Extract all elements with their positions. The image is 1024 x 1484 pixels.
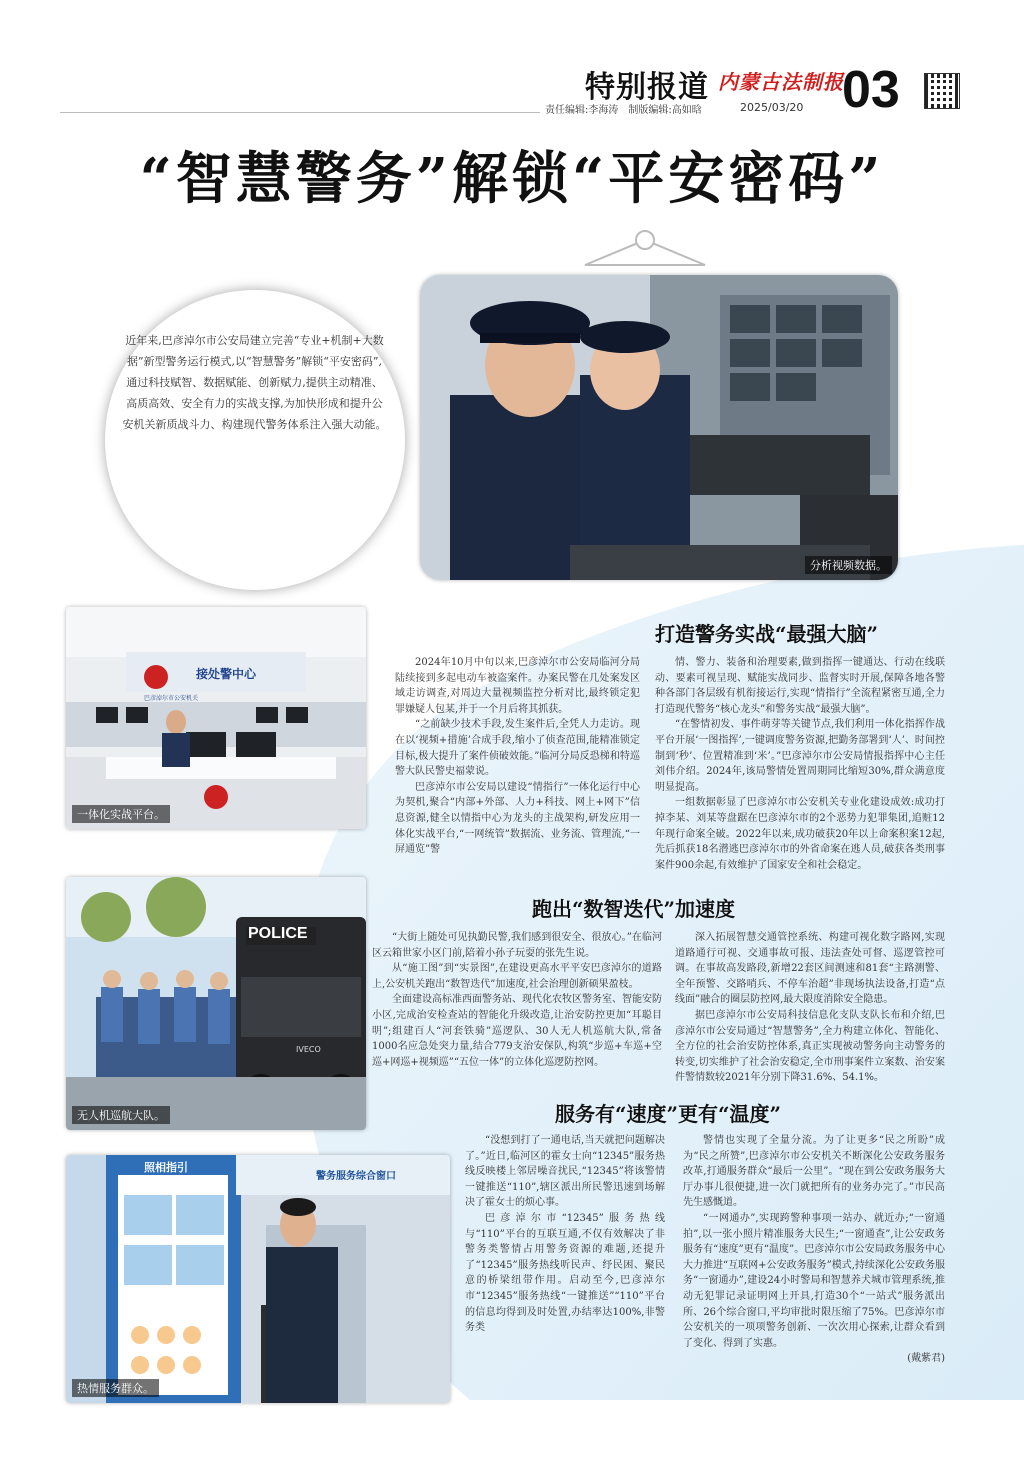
section-digital-col1 (372, 930, 662, 1070)
paragraph: 巴彦淖尔市公安局以建设“情指行”一体化运行中心为契机,聚合“内部+外部、人力+科技、网上+网下”信息资源,健全以情指中心为龙头的主战架构,研发应用一体化实战平台,“一网统管”数据流、业务流、管理流,“一屏通览”警 (395, 781, 640, 856)
paragraph: “一网通办”,实现跨警种事项一站办、就近办;“一窗通拍”,以一张小照片精准服务大民生;“一窗通查”,让公安政务服务有“速度”更有“温度”。巴彦淖尔市公安局政务服务中心大力推进“互联网+公安政务服务”模式,持续深化公安政务服务“一窗通办”,建设24小时警局和智慧养犬城市管理系统,推动无犯罪记录证明网上开具,打造30个“一站式”服务派出所、26个综合窗口,平均审批时限压缩了75%。巴彦淖尔市公安机关的一项项警务创新、一次次用心探索,让群众看到了变化、得到了实惠。 (683, 1212, 945, 1349)
section-title: 特别报道 (585, 70, 709, 105)
photo-integrated-platform[interactable] (66, 607, 366, 829)
paragraph: 全面建设高标准西面警务站、现代化农牧区警务室、智能安防小区,完成治安检查站的智能化升级改造,让治安防控更加“耳聪目明”;组建百人“河套铁骑”巡逻队、30人无人机巡航大队,常备1000名应急处突力量,结合779支治安保队,构筑“步巡+车巡+空巡+网巡+视频巡”“五位一体”的立体化巡逻防控网。 (372, 994, 662, 1068)
window-sign: 警务服务综合窗口 (316, 1171, 396, 1182)
van-police-text: POLICE (248, 925, 308, 942)
photo-caption: 热情服务群众。 (72, 1379, 159, 1397)
paragraph: “大街上随处可见执勤民警,我们感到很安全、很放心。”在临河区云箱世家小区门前,陪着小孙子玩耍的张先生说。 (372, 932, 662, 959)
photo-caption: 无人机巡航大队。 (72, 1106, 170, 1124)
page-number: 03 (842, 61, 900, 119)
paragraph: 从“施工图”到“实景图”,在建设更高水平平安巴彦淖尔的道路上,公安机关跑出“数智迭代”加速度,社会治理创新硕果盈枝。 (372, 963, 662, 990)
section-service-col2 (683, 1133, 945, 1367)
guide-board-title: 照相指引 (144, 1161, 188, 1174)
photo-caption: 分析视频数据。 (805, 556, 892, 574)
intro-text: 近年来,巴彦淖尔市公安局建立完善“专业+机制+大数据”新型警务运行模式,以“智慧警务”解锁“平安密码”,通过科技赋智、数据赋能、创新赋力,提供主动精准、高质高效、安全有力的实战支撑,为加快形成和提升公安机关新质战斗力、构建现代警务体系注入强大动能。 (122, 334, 387, 431)
paragraph: “没想到打了一通电话,当天就把问题解决了。”近日,临河区的霍女士向“12345”服务热线反映楼上邻居噪音扰民,“12345”将该警情一键推送“110”,辖区派出所民警迅速到场解决了霍女士的烦心事。 (465, 1135, 665, 1209)
section-service-col1 (465, 1133, 665, 1336)
paragraph: 巴彦淖尔市“12345”服务热线与“110”平台的互联互通,不仅有效解决了非警务类警情占用警务资源的难题,还提升了“12345”服务热线听民声、纾民困、聚民意的桥梁纽带作用。启动至今,巴彦淖尔市“12345”服务热线“一键推送”“110”平台的信息均得到及时处置,办结率达100%,非警务类 (465, 1212, 665, 1334)
photo-video-analysis[interactable] (420, 275, 898, 580)
section-heading-brain: 打造警务实战“最强大脑” (655, 622, 879, 646)
photo-command-center (66, 607, 366, 829)
paragraph: 2024年10月中旬以来,巴彦淖尔市公安局临河分局陆续接到多起电动车被盗案件。办案民警在几处案发区域走访调查,对周边大量视频监控分析对比,最终锁定犯罪嫌疑人包某,并于一个月后将其抓获。 (395, 657, 640, 715)
paragraph: 深入拓展智慧交通管控系统、构建可视化数字路网,实现道路通行可视、交通事故可报、违法查处可督、巡逻管控可调。在事故高发路段,新增22套区间测速和81套“主路测警、全年预警、交路哨兵、不停车治超”非现场执法设备,打造“点线面”融合的圈层防控网,最大限度消除安全隐患。 (675, 932, 945, 1006)
issue-date: 2025/03/20 (740, 101, 804, 114)
sign-agency-label: 巴彦淖尔市公安机关 (144, 695, 199, 702)
paragraph: 据巴彦淖尔市公安局科技信息化支队支队长布和介绍,巴彦淖尔市公安局通过“智慧警务”,全力构建立体化、智能化、全方位的社会治安防控体系,真正实现被动警务向主动警务的转变,切实维护了社会治安稳定,全市刑事案件立案数、治安案件警情数较2021年分别下降31.6%、54.1%。 (675, 1009, 945, 1084)
van-brand-text: IVECO (296, 1045, 321, 1054)
paragraph: 一组数据彰显了巴彦淖尔市公安机关专业化建设成效:成功打掉李某、刘某等盘踞在巴彦淖尔市的2个恶势力犯罪集团,追赃12年现行命案全破。2022年以来,成功破获20年以上命案积案12起,先后抓获18名潜逃巴彦淖尔市的外省命案在逃人员,破获各类刑事案件900余起,有效维护了国家安全和社会稳定。 (655, 797, 945, 871)
paragraph: “之前缺少技术手段,发生案件后,全凭人力走访。现在以‘视频+措施’合成手段,缩小了侦查范围,能精准锁定目标,极大提升了案件侦破效能。”临河分局反恐梯和特巡警大队民警史福蒙说。 (395, 719, 640, 778)
section-brain-col2 (655, 655, 945, 873)
section-digital-col2 (675, 930, 945, 1086)
photo-serving-public[interactable] (66, 1155, 450, 1403)
qr-code-icon[interactable] (924, 73, 960, 109)
headline: “智慧警务”解锁“平安密码” (139, 146, 885, 212)
section-heading-service: 服务有“速度”更有“温度” (555, 1102, 782, 1126)
editor-credits: 责任编辑:李海涛 制版编辑:高如晗 (545, 105, 702, 116)
photo-service-window (66, 1155, 450, 1403)
section-heading-digital: 跑出“数智迭代”加速度 (532, 897, 736, 921)
newspaper-name: 内蒙古法制报 (718, 70, 844, 94)
byline: (戴紫君) (907, 1353, 945, 1365)
photo-police-van (66, 877, 366, 1130)
photo-caption: 一体化实战平台。 (72, 805, 170, 823)
paragraph: “在警情初发、事件萌芽等关键节点,我们利用一体化指挥作战平台开展‘一图指挥’,一键调度警务资源,把勤务部署到‘人’、时间控制到‘秒’、位置精准到‘米’。”巴彦淖尔市公安局情报指挥中心主任刘伟介绍。2024年,该局警情处置周期同比缩短30%,群众满意度明显提高。 (655, 719, 945, 793)
photo-drone-team[interactable] (66, 877, 366, 1130)
paragraph: 情、警力、装备和治理要素,做到指挥一键通达、行动在线联动、要素可视呈现、赋能实战同步、监督实时开展,保障各地各警种各部门各层级有机衔接运行,实现“情指行”全流程紧密互通,全力打造现代警务“核心龙头”和警务实战“最强大脑”。 (655, 657, 945, 715)
photo-police-control-room (420, 275, 898, 580)
sign-center-label: 接处警中心 (196, 667, 257, 681)
header-rule (60, 112, 540, 113)
section-brain-col1 (395, 655, 640, 858)
paragraph: 警情也实现了全量分流。为了让更多“民之所盼”成为“民之所赞”,巴彦淖尔市公安机关不断深化公安政务服务改革,打通服务群众“最后一公里”。“现在到公安政务服务大厅办事儿很便捷,进一次门就把所有的业务办完了。”市民高先生感慨道。 (683, 1135, 945, 1209)
